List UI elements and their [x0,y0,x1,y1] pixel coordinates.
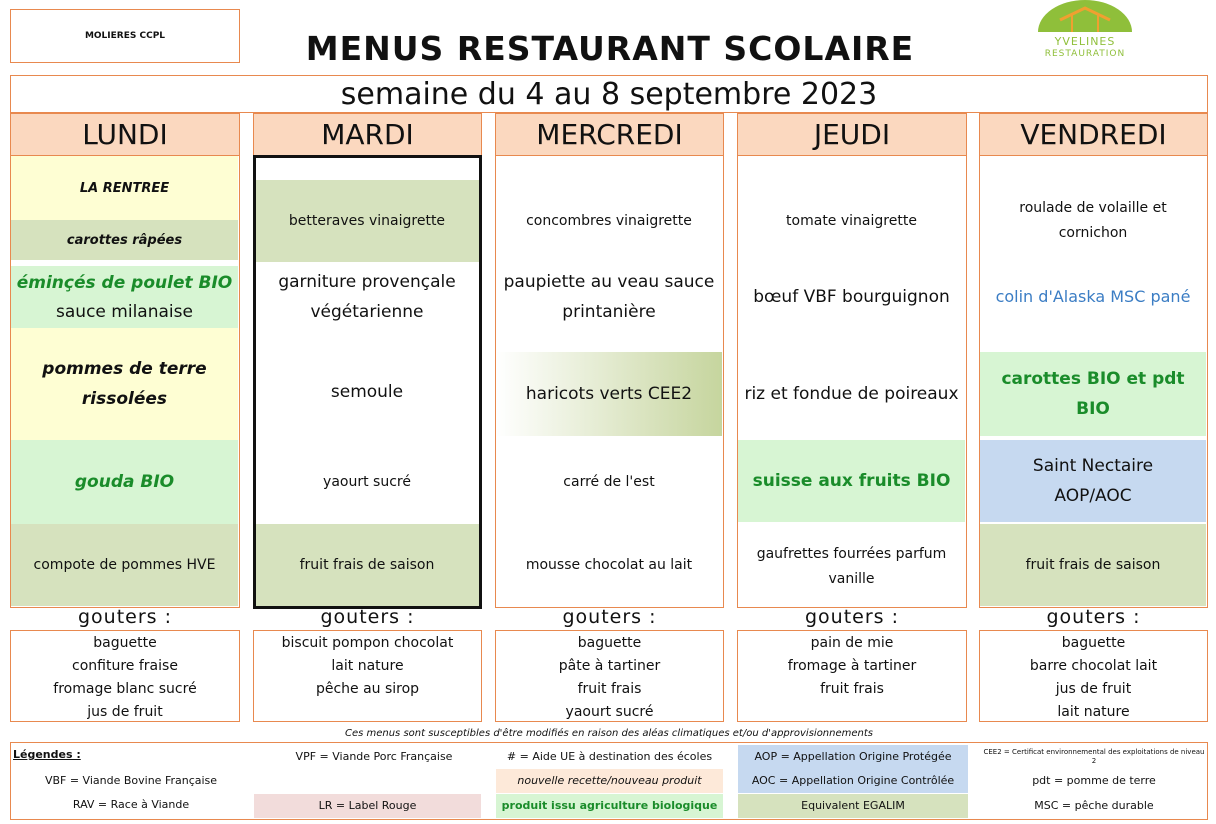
vendredi-dessert [980,524,1206,606]
mardi-dessert [254,524,480,606]
mardi-dessert-text: fruit frais de saison [299,556,435,573]
gouter-item: baguette [93,635,157,651]
vendredi-entree [980,180,1206,262]
vendredi-accomp-line-1: carottes BIO et pdt [1001,369,1185,389]
lundi-special-text: LA RENTREE [79,180,170,196]
legend-aop: AOP = Appellation Origine Protégée [738,745,968,769]
gouter-item: fromage à tartiner [787,658,917,674]
vendredi-accomp-line-2: BIO [1076,399,1110,419]
gouter-item: lait nature [331,658,404,674]
day-header-vendredi: VENDREDI [979,113,1208,156]
gouter-item: fruit frais [820,681,884,697]
menu-column-vendredi [979,156,1208,608]
gouters-label-mercredi: gouters : [562,606,657,628]
gouter-item: jus de fruit [1055,681,1132,697]
lundi-plat-line-2: sauce milanaise [56,302,193,322]
vendredi-plat [980,266,1206,328]
lundi-entree [11,220,238,260]
gouter-item: fromage blanc sucré [53,681,197,697]
mardi-entree [254,180,480,262]
lundi-entree-text: carottes râpées [66,232,183,248]
gouter-item: barre chocolat lait [1029,658,1158,674]
mercredi-plat-line-2: printanière [562,302,656,322]
gouters-label-vendredi: gouters : [1046,606,1141,628]
day-header-mardi: MARDI [253,113,482,156]
jeudi-dessert-line-2: vanille [828,571,875,587]
vendredi-dessert-text: fruit frais de saison [1025,556,1161,573]
gouters-box-vendredi [979,630,1208,722]
jeudi-laitage-text: suisse aux fruits BIO [752,471,951,491]
mercredi-dessert-text: mousse chocolat au lait [525,556,693,573]
legend-vbf: VBF = Viande Bovine Française [44,774,218,787]
mardi-plat-line-2: végétarienne [310,302,424,322]
gouter-item: pain de mie [810,635,894,651]
day-header-lundi: LUNDI [10,113,240,156]
gouter-item: baguette [1061,635,1126,651]
lundi-dessert-text: compote de pommes HVE [33,556,216,573]
lundi-special [11,156,238,220]
jeudi-dessert [738,528,965,606]
mardi-accompagnement [254,352,480,432]
lundi-plat [11,266,238,328]
mercredi-laitage [496,440,722,524]
gouters-box-jeudi [737,630,967,722]
logo-line-2: RESTAURATION [1044,49,1126,59]
school-name-box [10,9,240,63]
mercredi-accomp-text: haricots verts CEE2 [525,384,693,404]
vendredi-laitage-line-2: AOP/AOC [1054,486,1132,506]
school-name: MOLIERES CCPL [84,31,166,41]
legend-title: Légendes : [13,748,81,761]
menu-column-jeudi [737,156,967,608]
gouter-item: biscuit pompon chocolat [281,635,454,651]
mercredi-laitage-text: carré de l'est [563,473,655,490]
vendredi-laitage-line-1: Saint Nectaire [1032,456,1154,476]
gouter-item: jus de fruit [87,704,163,720]
mardi-laitage [254,440,480,524]
week-title: semaine du 4 au 8 septembre 2023 [10,75,1208,113]
mardi-accomp-text: semoule [330,382,404,402]
gouter-item: confiture fraise [72,658,178,674]
jeudi-entree [738,180,965,262]
gouters-box-lundi [10,630,240,722]
vendredi-entree-line-1: roulade de volaille et [1019,200,1167,216]
vendredi-accompagnement [980,352,1206,436]
gouters-box-mardi [253,630,482,722]
jeudi-accompagnement [738,352,965,436]
vendredi-entree-line-2: cornichon [1058,225,1128,241]
page-title: MENUS RESTAURANT SCOLAIRE [305,28,915,68]
lundi-accomp-line-2: rissolées [81,389,168,409]
jeudi-plat [738,266,965,328]
mardi-plat [254,266,480,328]
gouter-item: pêche au sirop [315,681,420,697]
legend-box [10,742,1208,820]
jeudi-laitage [738,440,965,522]
gouters-box-mercredi [495,630,724,722]
legend-rav: RAV = Race à Viande [72,798,190,811]
menu-column-mercredi [495,156,724,608]
legend-vpf: VPF = Viande Porc Française [295,750,453,763]
legend-egalim: Equivalent EGALIM [738,794,968,818]
mercredi-entree-text: concombres vinaigrette [526,212,692,229]
menu-column-mardi [253,156,482,608]
mercredi-dessert [496,524,722,606]
legend-ue: # = Aide UE à destination des écoles [506,750,713,763]
mercredi-entree [496,180,722,262]
gouters-label-lundi: gouters : [77,606,173,628]
mardi-laitage-text: yaourt sucré [323,473,411,490]
legend-nouvelle-recette: nouvelle recette/nouveau produit [496,769,723,793]
lundi-plat-line-1: éminçés de poulet BIO [16,273,233,293]
jeudi-plat-text: bœuf VBF bourguignon [753,287,950,307]
mardi-entree-text: betteraves vinaigrette [288,212,446,229]
lundi-accompagnement [11,328,238,440]
jeudi-accomp-text: riz et fondue de poireaux [744,384,959,404]
legend-lr: LR = Label Rouge [254,794,481,818]
legend-bio: produit issu agriculture biologique [496,794,723,818]
legend-aoc: AOC = Appellation Origine Contrôlée [738,769,968,793]
jeudi-dessert-line-1: gaufrettes fourrées parfum [756,546,947,562]
jeudi-entree-text: tomate vinaigrette [786,212,917,229]
mardi-plat-line-1: garniture provençale [278,272,456,292]
mercredi-accompagnement [496,352,722,436]
lundi-laitage [11,440,238,524]
lundi-dessert [11,524,238,606]
day-header-jeudi: JEUDI [737,113,967,156]
legend-msc: MSC = pêche durable [1034,799,1154,812]
lundi-accomp-line-1: pommes de terre [42,359,207,379]
gouter-item: fruit frais [577,681,642,697]
gouters-label-jeudi: gouters : [804,606,900,628]
vendredi-plat-text: colin d'Alaska MSC pané [995,287,1191,306]
gouters-label-mardi: gouters : [320,606,415,628]
mercredi-plat-line-1: paupiette au veau sauce [503,272,715,292]
vendredi-laitage [980,440,1206,522]
logo-text [1010,33,1160,63]
menu-column-lundi [10,156,240,608]
mercredi-plat [496,266,722,328]
legend-cee2: CEE2 = Certificat environnemental des exploitations de niveau 2 [983,748,1205,765]
day-header-mercredi: MERCREDI [495,113,724,156]
logo-line-1: YVELINES [1054,35,1116,48]
gouter-item: yaourt sucré [565,704,654,720]
lundi-laitage-text: gouda BIO [74,472,175,492]
disclaimer-note: Ces menus sont susceptibles d'être modifiés en raison des aléas climatiques et/ou d'approvisionnements [344,727,874,739]
gouter-item: pâte à tartiner [558,658,661,674]
gouter-item: lait nature [1057,704,1130,720]
gouter-item: baguette [577,635,642,651]
legend-pdt: pdt = pomme de terre [1032,774,1156,787]
